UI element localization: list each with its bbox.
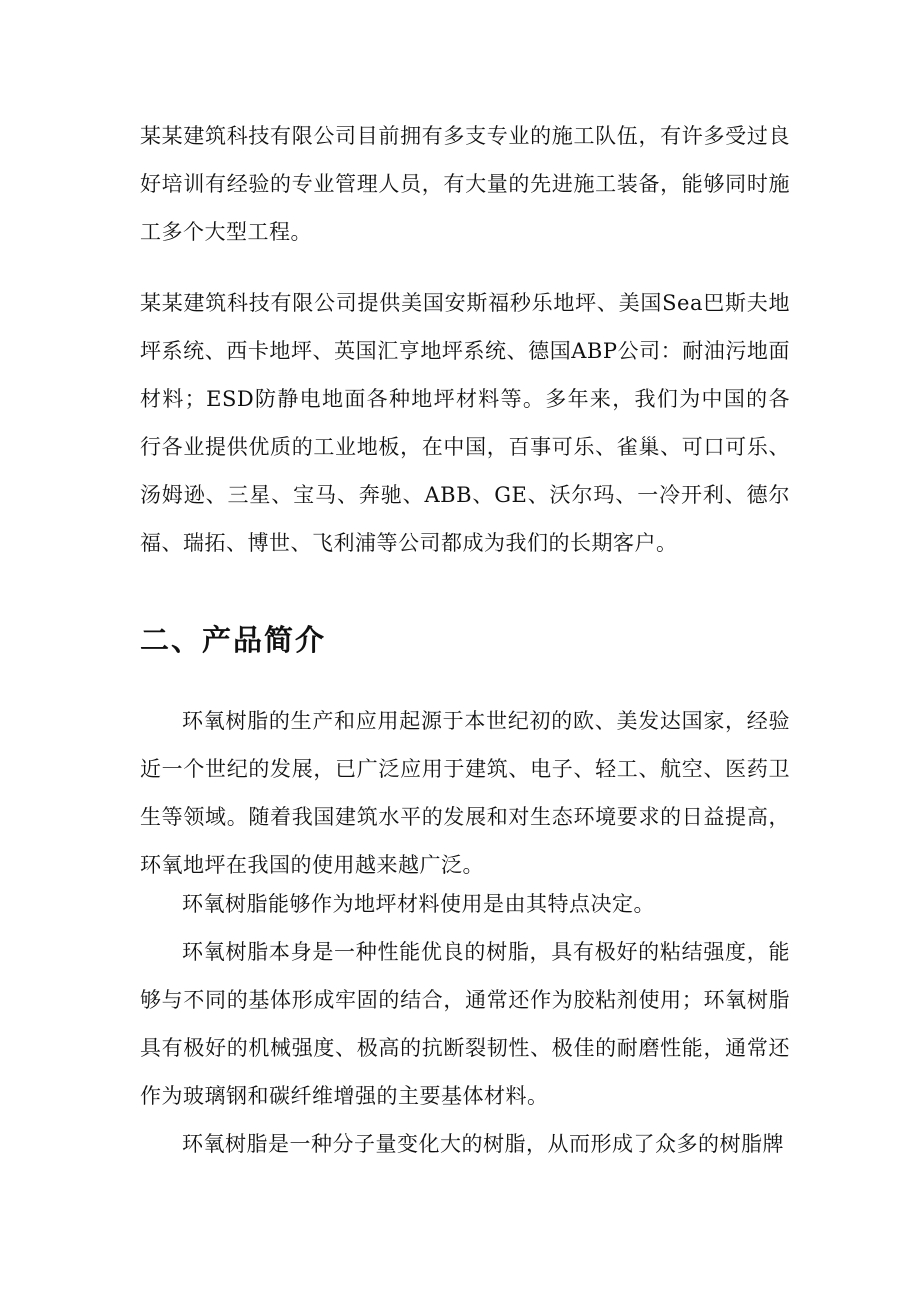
section-heading-product-intro: 二、产品简介 <box>140 623 327 657</box>
intro-paragraph-2: 某某建筑科技有限公司提供美国安斯福秒乐地坪、美国Sea巴斯夫地坪系统、西卡地坪、英国汇亨地坪系统、德国ABP公司：耐油污地面材料；ESD防静电地面各种地坪材料等。多年来，我们为中国的各行各业提供优质的工业地板，在中国，百事可乐、雀巢、可口可乐、汤姆逊、三星、宝马、奔驰、ABB、GE、沃尔玛、一冷开利、德尔福、瑞拓、博世、飞利浦等公司都成为我们的长期客户。 <box>140 291 790 555</box>
intro-paragraph-1: 某某建筑科技有限公司目前拥有多支专业的施工队伍，有许多受过良好培训有经验的专业管理人员，有大量的先进施工装备，能够同时施工多个大型工程。 <box>140 124 790 244</box>
section-paragraph-3: 环氧树脂本身是一种性能优良的树脂，具有极好的粘结强度，能够与不同的基体形成牢固的结合，通常还作为胶粘剂使用；环氧树脂具有极好的机械强度、极高的抗断裂韧性、极佳的耐磨性能，通常还作为玻璃钢和碳纤维增强的主要基体材料。 <box>140 940 790 1108</box>
section-paragraph-2: 环氧树脂能够作为地坪材料使用是由其特点决定。 <box>182 892 655 916</box>
section-paragraph-4: 环氧树脂是一种分子量变化大的树脂，从而形成了众多的树脂牌 <box>182 1132 784 1156</box>
section-paragraph-1: 环氧树脂的生产和应用起源于本世纪初的欧、美发达国家，经验近一个世纪的发展，已广泛应用于建筑、电子、轻工、航空、医药卫生等领域。随着我国建筑水平的发展和对生态环境要求的日益提高，环氧地坪在我国的使用越来越广泛。 <box>140 709 790 877</box>
